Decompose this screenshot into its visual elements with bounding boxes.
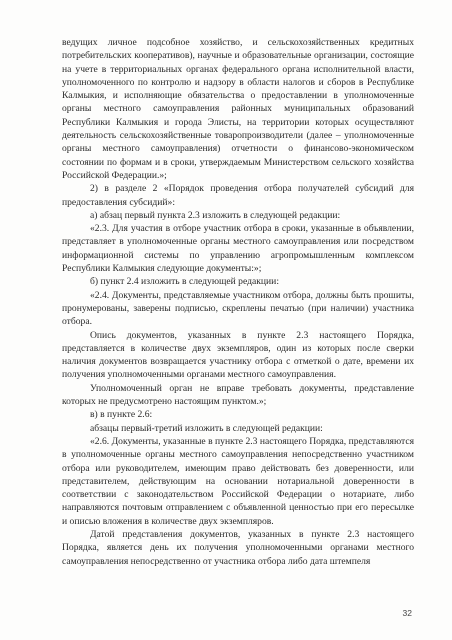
paragraph-continuation: ведущих личное подсобное хозяйство, и сельскохозяйственных кредитных потребительских кооперативов), научные и образовательные организации, состоящие на учете в территориальных органах федерального органа исполнительной власти, уполномоченного по контролю и надзору в области налогов и сборов в Республике Калмыкия, и исполняющие обязательства о предоставлении в уполномоченные органы местного самоуправления районных муниципальных образований Республики Калмыкия и города Элисты, на территории которых осуществляют деятельность сельскохозяйственные товаропроизводители (далее – уполномоченные органы местного самоуправления) отчетности о финансово-экономическом состоянии по формам и в сроки, утверждаемым Министерством сельского хозяйства Российской Федерации.»; (62, 37, 414, 181)
paragraph-item-a: а) абзац первый пункта 2.3 изложить в следующей редакции: (90, 209, 341, 221)
paragraph-section-2-amendment: 2) в разделе 2 «Порядок проведения отбора получателей субсидий для предоставления субсидий»: (62, 183, 414, 208)
paragraph-inventory: Опись документов, указанных в пункте 2.3 настоящего Порядка, представляется в количестве двух экземпляров, один из которых после сверки наличия документов возвращается участнику отбора с отметкой о дате, времени их получения уполномоченными органами местного самоуправления. (62, 329, 414, 381)
paragraph-clause-2-3: «2.3. Для участия в отборе участник отбора в сроки, указанные в объявлении, представляет в уполномоченные органы местного самоуправления или посредством информационной системы по управлению агропромышленным комплексом Республики Калмыкия следующие документы:»; (62, 223, 414, 275)
paragraph-clause-2-6: «2.6. Документы, указанные в пункте 2.3 настоящего Порядка, представляются в уполномоченные органы местного самоуправления непосредственно участником отбора или руководителем, имеющим право действовать без доверенности, или представителем, действующим на основании нотариальной доверенности в соответствии с законодательством Российской Федерации о нотариате, либо направляются почтовым отправлением с объявленной ценностью при его пересылке и описью вложения в количестве двух экземпляров. (62, 435, 414, 527)
document-body (62, 36, 414, 568)
paragraph-subparagraphs: абзацы первый-третий изложить в следующей редакции: (90, 422, 323, 434)
paragraph-submission-date: Датой представления документов, указанных в пункте 2.3 настоящего Порядка, является день их получения уполномоченными органами местного самоуправления непосредственно от участника отбора либо дата штемпеля (62, 528, 414, 567)
paragraph-clause-2-4: «2.4. Документы, представляемые участником отбора, должны быть прошиты, пронумерованы, заверены подписью, скреплены печатью (при наличии) участника отбора. (62, 289, 414, 328)
paragraph-item-c: в) в пункте 2.6: (90, 409, 153, 421)
paragraph-item-b: б) пункт 2.4 изложить в следующей редакции: (90, 276, 279, 288)
paragraph-authority-restriction: Уполномоченный орган не вправе требовать документы, представление которых не предусмотрено настоящим пунктом.»; (62, 382, 414, 408)
page-number: 32 (402, 607, 412, 618)
